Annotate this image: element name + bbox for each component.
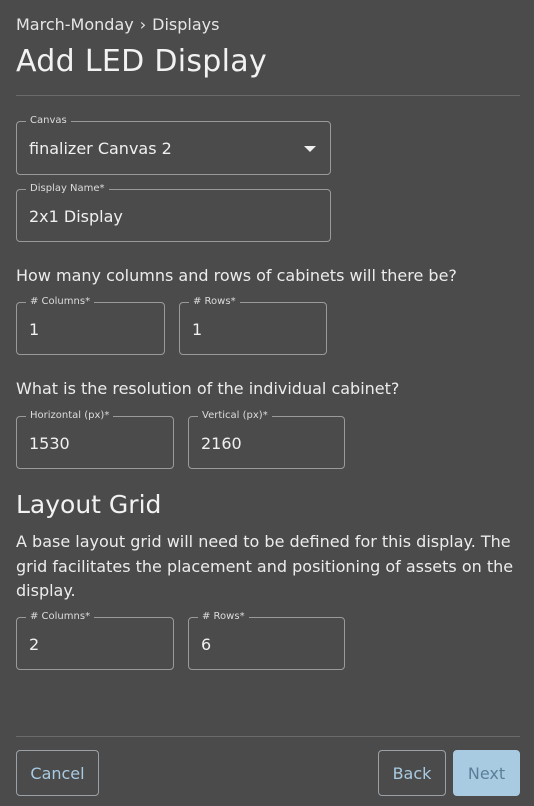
cabinets-question: How many columns and rows of cabinets will there be? — [16, 266, 457, 285]
cancel-button[interactable]: Cancel — [16, 750, 99, 796]
horizontal-resolution-value: 1530 — [29, 434, 70, 453]
canvas-label: Canvas — [26, 114, 71, 128]
breadcrumb-separator-icon: › — [139, 15, 147, 34]
horizontal-resolution-input[interactable] — [16, 410, 174, 469]
next-button[interactable]: Next — [453, 750, 520, 796]
vertical-resolution-label: Vertical (px)* — [198, 409, 272, 423]
grid-columns-label: # Columns* — [26, 610, 94, 624]
breadcrumb-parent-link[interactable]: March-Monday — [16, 15, 134, 34]
cabinet-columns-value: 1 — [29, 320, 40, 339]
cabinet-columns-label: # Columns* — [26, 295, 94, 309]
breadcrumb — [16, 15, 219, 34]
cabinet-rows-label: # Rows* — [189, 295, 240, 309]
grid-rows-input[interactable] — [188, 611, 345, 670]
horizontal-resolution-label: Horizontal (px)* — [26, 409, 113, 423]
display-name-label: Display Name* — [26, 182, 109, 196]
grid-columns-value: 2 — [29, 635, 40, 654]
canvas-value: finalizer Canvas 2 — [29, 139, 172, 158]
layout-grid-description: A base layout grid will need to be defined for this display. The grid facilitates the placement and positioning of assets on the display. — [16, 532, 514, 600]
back-button[interactable]: Back — [378, 750, 446, 796]
footer-divider — [16, 736, 520, 737]
display-name-value: 2x1 Display — [29, 207, 123, 226]
grid-rows-value: 6 — [201, 635, 212, 654]
caret-down-icon — [304, 146, 316, 152]
grid-columns-input[interactable] — [16, 611, 174, 670]
canvas-select[interactable] — [16, 115, 331, 175]
breadcrumb-current-link[interactable]: Displays — [152, 15, 220, 34]
cabinet-columns-input[interactable] — [16, 296, 165, 355]
header-divider — [16, 95, 520, 96]
vertical-resolution-value: 2160 — [201, 434, 242, 453]
page-title: Add LED Display — [16, 44, 268, 79]
cabinet-rows-value: 1 — [192, 320, 203, 339]
layout-grid-title: Layout Grid — [16, 490, 162, 519]
grid-rows-label: # Rows* — [198, 610, 249, 624]
resolution-question: What is the resolution of the individual cabinet? — [16, 379, 400, 398]
cabinet-rows-input[interactable] — [179, 296, 327, 355]
vertical-resolution-input[interactable] — [188, 410, 345, 469]
display-name-input[interactable] — [16, 183, 331, 242]
